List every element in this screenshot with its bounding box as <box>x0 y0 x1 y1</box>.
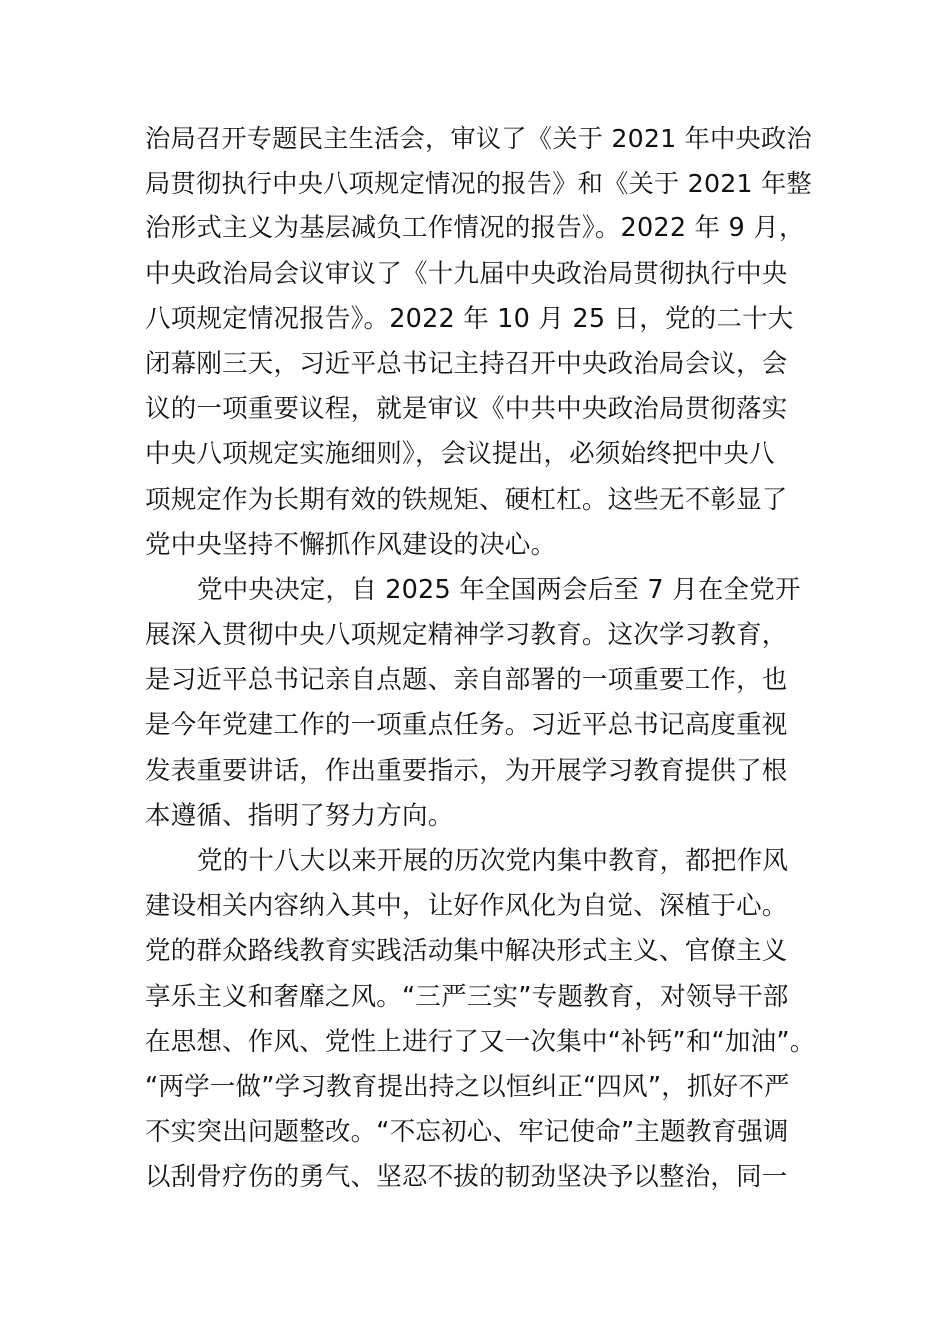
text-line: 是今年党建工作的一项重点任务。习近平总书记高度重视 <box>145 710 788 741</box>
paragraph-first-line: 党的十八大以来开展的历次党内集中教育，都把作风 <box>197 846 789 876</box>
text-line: 本遵循、指明了努力方向。 <box>145 800 454 831</box>
text-line: 项规定作为长期有效的铁规矩、硬杠杠。这些无不彰显了 <box>145 484 788 515</box>
text-line: 闭幕刚三天，习近平总书记主持召开中央政治局会议，会 <box>145 348 788 379</box>
text-line: 局贯彻执行中央八项规定情况的报告》和《关于 2021 年整 <box>145 169 812 199</box>
text-line: 治形式主义为基层减负工作情况的报告》。2022 年 9 月， <box>145 213 805 244</box>
text-line: 享乐主义和奢靡之风。“三严三实”专题教育，对领导干部 <box>145 981 789 1012</box>
text-line: “两学一做”学习教育提出持之以恒纠正“四风”，抓好不严 <box>145 1071 790 1102</box>
text-line: 以刮骨疗伤的勇气、坚忍不拔的韧劲坚决予以整治，同一 <box>145 1162 788 1193</box>
text-line: 中央八项规定实施细则》，会议提出，必须始终把中央八 <box>145 439 775 470</box>
text-line: 是习近平总书记亲自点题、亲自部署的一项重要工作，也 <box>145 665 788 696</box>
text-line: 党中央坚持不懈抓作风建设的决心。 <box>145 529 557 560</box>
text-line: 治局召开专题民主生活会，审议了《关于 2021 年中央政治 <box>145 124 812 153</box>
text-line: 发表重要讲话，作出重要指示，为开展学习教育提供了根 <box>145 755 788 786</box>
paragraph-first-line: 党中央决定，自 2025 年全国两会后至 7 月在全党开 <box>197 574 801 605</box>
text-line: 不实突出问题整改。“不忘初心、牢记使命”主题教育强调 <box>145 1117 789 1148</box>
text-line: 八项规定情况报告》。2022 年 10 月 25 日，党的二十大 <box>145 303 794 334</box>
text-line: 建设相关内容纳入其中，让好作风化为自觉、深植于心。 <box>145 891 788 922</box>
text-line: 党的群众路线教育实践活动集中解决形式主义、官僚主义 <box>145 936 788 967</box>
body-text <box>145 116 815 1201</box>
text-line: 展深入贯彻中央八项规定精神学习教育。这次学习教育， <box>145 620 788 651</box>
text-line: 中央政治局会议审议了《十九届中央政治局贯彻执行中央 <box>145 258 788 289</box>
text-line: 议的一项重要议程，就是审议《中共中央政治局贯彻落实 <box>145 394 788 425</box>
text-line: 在思想、作风、党性上进行了又一次集中“补钙”和“加油”。 <box>145 1026 816 1057</box>
